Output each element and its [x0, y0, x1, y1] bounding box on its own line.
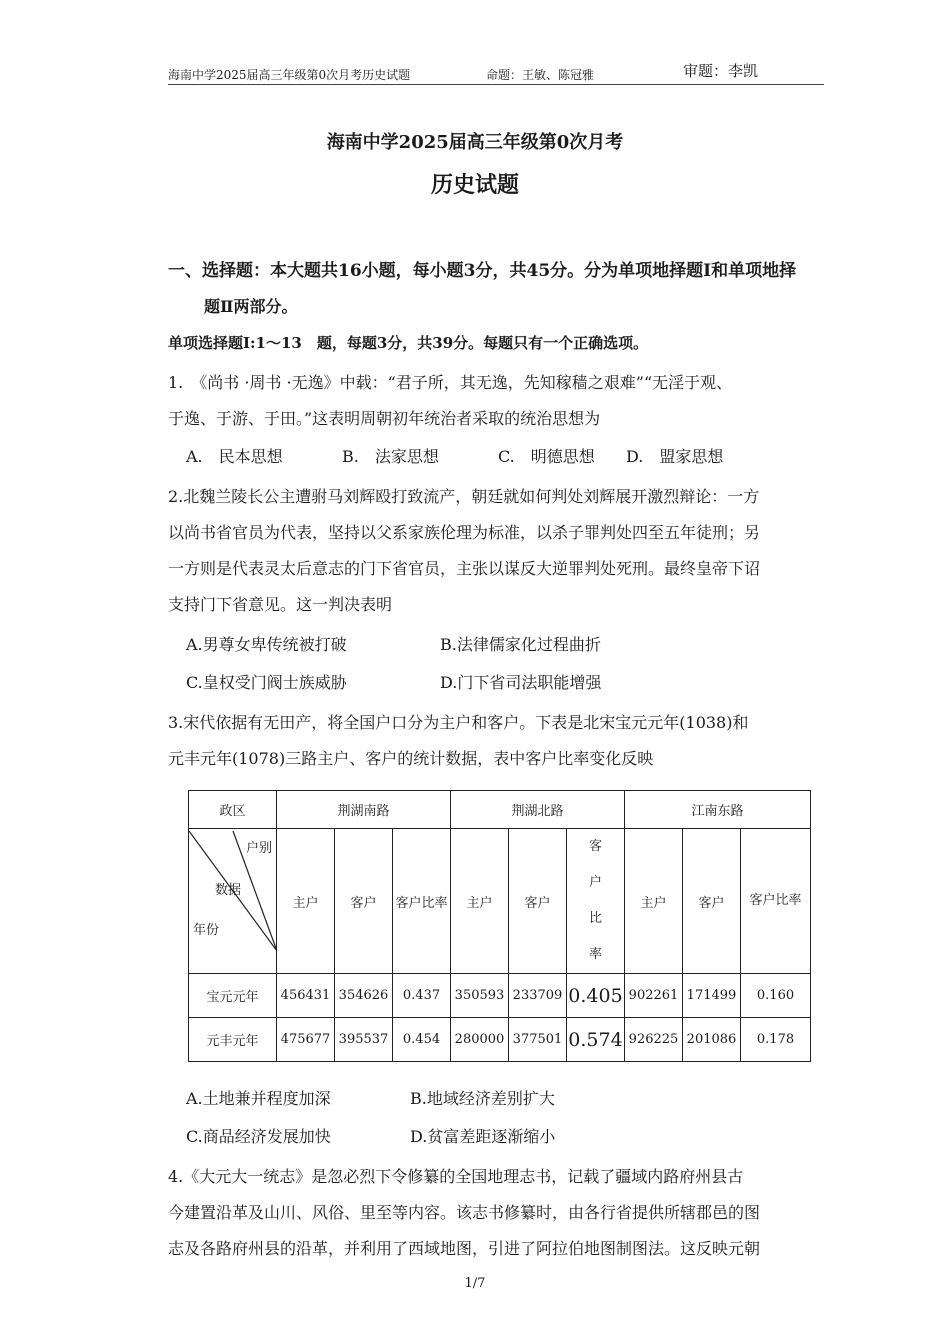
q3-option-b: B.地域经济差别扩大	[410, 1089, 555, 1108]
cell: 902261	[625, 974, 683, 1018]
q2-stem-line3: 一方则是代表灵太后意志的门下省官员，主张以谋反大逆罪判处死刑。最终皇帝下诏	[168, 559, 761, 578]
col-header: 客户	[335, 829, 393, 974]
region-header: 政区	[189, 791, 277, 829]
q1-option-c: C. 明德思想	[498, 447, 595, 466]
header-authors: 命题：王敏、陈冠雅	[486, 68, 595, 82]
cell: 280000	[451, 1018, 509, 1062]
single-choice-instructions: 单项选择题I:1～13 题，每题3分，共39分。每题只有一个正确选项。	[168, 334, 649, 352]
cell: 350593	[451, 974, 509, 1018]
col-header: 客户比率	[393, 829, 451, 974]
cell: 475677	[277, 1018, 335, 1062]
cell: 233709	[509, 974, 567, 1018]
col-header: 客户比率	[741, 829, 811, 974]
subject-title: 历史试题	[430, 172, 519, 198]
region-jiangnan-east: 江南东路	[625, 791, 811, 829]
q4-stem-line1: 4.《大元大一统志》是忽必烈下令修纂的全国地理志书，记载了疆域内路府州县古	[168, 1167, 744, 1186]
q2-stem-line4: 支持门下省意见。这一判决表明	[168, 595, 393, 614]
page-header	[168, 64, 824, 85]
cell: 0.454	[393, 1018, 451, 1062]
header-reviewer: 审题：李凯	[683, 62, 759, 80]
q3-option-c: C.商品经济发展加快	[186, 1127, 331, 1146]
q1-option-d: D. 盟家思想	[626, 447, 724, 466]
cell: 377501	[509, 1018, 567, 1062]
diag-label-household-type: 户别	[245, 841, 272, 856]
header-exam-name: 海南中学2025届高三年级第0次月考历史试题	[168, 68, 411, 82]
cell: 354626	[335, 974, 393, 1018]
q2-option-a: A.男尊女卑传统被打破	[186, 635, 347, 654]
q2-option-d: D.门下省司法职能增强	[440, 673, 602, 692]
table-row	[189, 1018, 811, 1062]
cell: 456431	[277, 974, 335, 1018]
q2-stem-line1: 2.北魏兰陵长公主遭驸马刘辉殴打致流产，朝廷就如何判处刘辉展开激烈辩论：一方	[168, 487, 760, 506]
q2-stem-line2: 以尚书省官员为代表，坚持以父系家族伦理为标准，以杀子罪判处四至五年徒刑；另	[168, 523, 761, 542]
col-header: 主户	[277, 829, 335, 974]
q1-option-b: B. 法家思想	[342, 447, 439, 466]
cell: 0.574	[567, 1018, 625, 1062]
col-header: 主户	[625, 829, 683, 974]
diag-label-data: 数据	[215, 883, 242, 898]
cell: 395537	[335, 1018, 393, 1062]
household-statistics-table	[188, 790, 811, 1062]
q3-stem-line2: 元丰元年(1078)三路主户、客户的统计数据，表中客户比率变化反映	[168, 749, 654, 768]
exam-title: 海南中学2025届高三年级第0次月考	[326, 132, 624, 153]
cell: 201086	[683, 1018, 741, 1062]
q2-option-b: B.法律儒家化过程曲折	[440, 635, 601, 654]
col-header: 主户	[451, 829, 509, 974]
q3-option-d: D.贫富差距逐渐缩小	[410, 1127, 556, 1146]
q2-option-c: C.皇权受门阀士族威胁	[186, 673, 347, 692]
cell: 0.437	[393, 974, 451, 1018]
page-number: 1/7	[464, 1276, 486, 1291]
cell: 926225	[625, 1018, 683, 1062]
col-header: 客户	[509, 829, 567, 974]
q3-stem-line1: 3.宋代依据有无田产，将全国户口分为主户和客户。下表是北宋宝元元年(1038)和	[168, 713, 749, 732]
q1-stem-line2: 于逸、于游、于田。”这表明周朝初年统治者采取的统治思想为	[168, 409, 601, 428]
q4-stem-line2: 今建置沿革及山川、风俗、里至等内容。该志书修纂时，由各行省提供所辖郡邑的图	[168, 1203, 761, 1222]
row-year: 元丰元年	[189, 1018, 277, 1062]
cell: 0.405	[567, 974, 625, 1018]
q3-option-a: A.土地兼并程度加深	[186, 1089, 331, 1108]
table-row	[189, 974, 811, 1018]
cell: 0.178	[741, 1018, 811, 1062]
diagonal-header-cell	[189, 829, 277, 974]
region-jinghu-north: 荆湖北路	[451, 791, 625, 829]
cell: 0.160	[741, 974, 811, 1018]
row-year: 宝元元年	[189, 974, 277, 1018]
col-header: 客户比率	[567, 829, 625, 974]
section-heading-cont: 题Ⅱ两部分。	[204, 297, 298, 316]
q1-stem-line1: 1. 《尚书 ·周书 ·无逸》中载：“君子所，其无逸，先知稼穑之艰难”“无淫于观、	[168, 373, 733, 392]
q1-option-a: A. 民本思想	[186, 447, 283, 466]
diag-label-year: 年份	[193, 923, 220, 938]
cell: 171499	[683, 974, 741, 1018]
section-heading: 一、选择题：本大题共16小题，每小题3分，共45分。分为单项地择题I和单项地择	[168, 261, 797, 281]
col-header: 客户	[683, 829, 741, 974]
region-jinghu-south: 荆湖南路	[277, 791, 451, 829]
q4-stem-line3: 志及各路府州县的沿革，并利用了西域地图，引进了阿拉伯地图制图法。这反映元朝	[168, 1239, 761, 1258]
